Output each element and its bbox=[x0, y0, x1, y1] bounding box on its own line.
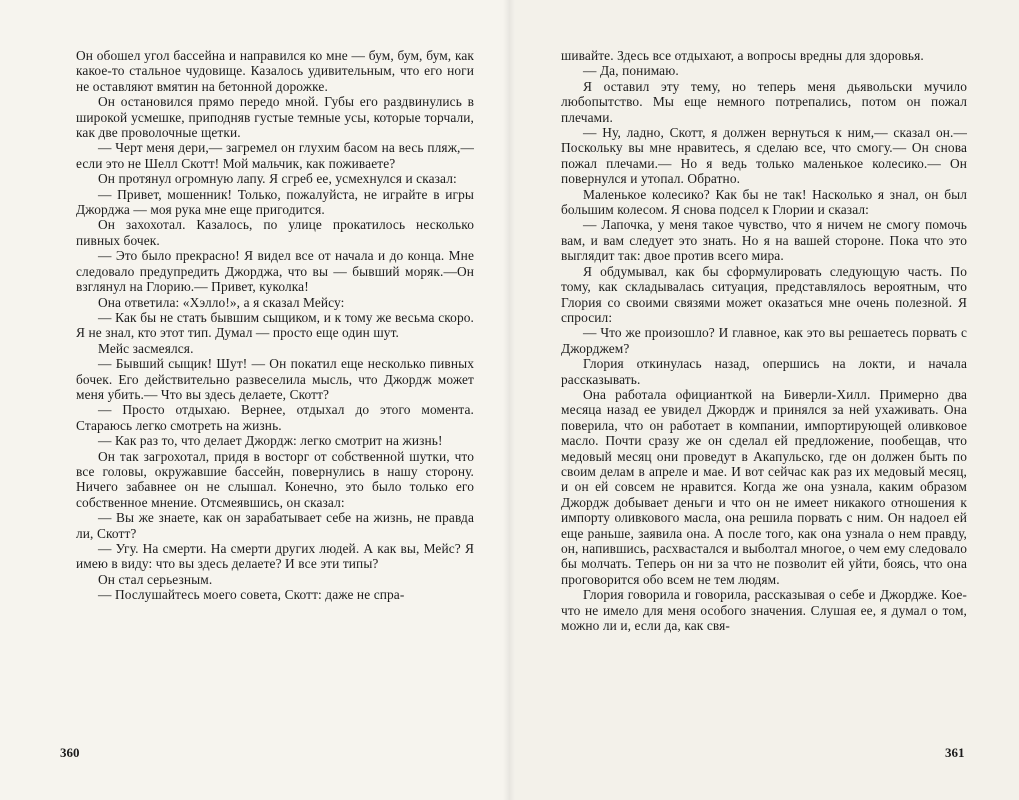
paragraph: Она работала официанткой на Биверли-Хилл. Примерно два месяца назад ее увидел Джордж и принялся за ней ухаживать. Она поверила, что он работает в компании, импортирующей оливковое масло. Почти сразу же он сделал ей предложение, пообещав, что медовый месяц они проведут в Акапульско, где он должен быть по своим делам в апреле и мае. И вот сейчас как раз их медовый месяц, и он ей совсем не нравится. Когда же она узнала, каким образом Джордж добывает деньги и что он не имеет никакого отношения к импорту оливкового масла, она решила порвать с ним. Он надоел ей еще раньше, заявила она. А после того, как она узнала о нем правду, он, напившись, расхвастался и выболтал многое, о чем ему следовало бы молчать. Теперь он ни за что не позволит ей уйти, боясь, что она проговорится обо всем не тем людям. bbox=[561, 386, 967, 587]
paragraph: — Просто отдыхаю. Вернее, отдыхал до этого момента. Стараюсь легко смотреть на жизнь. bbox=[76, 402, 474, 433]
paragraph: шивайте. Здесь все отдыхают, а вопросы вредны для здоровья. bbox=[561, 48, 924, 63]
paragraph: Он так загрохотал, придя в восторг от собственной шутки, что все головы, окружавшие бассейн, повернулись в нашу сторону. Ничего забавнее он не слышал. Конечно, это было только его собственное мнение. Отсмеявшись, он сказал: bbox=[76, 448, 474, 510]
left-page-text bbox=[76, 48, 474, 603]
paragraph: — Угу. На смерти. На смерти других людей. А как вы, Мейс? Я имею в виду: что вы здесь делаете? И все эти типы? bbox=[76, 541, 474, 572]
paragraph: Он захохотал. Казалось, по улице прокатилось несколько пивных бочек. bbox=[76, 217, 474, 248]
paragraph: — Привет, мошенник! Только, пожалуйста, не играйте в игры Джорджа — моя рука мне еще пригодится. bbox=[76, 186, 474, 218]
paragraph: Он остановился прямо передо мной. Губы его раздвинулись в широкой усмешке, приподняв густые темные усы, которые торчали, как две проволочные щетки. bbox=[76, 94, 474, 141]
paragraph: — Лапочка, у меня такое чувство, что я ничем не смогу помочь вам, и вам следует это знать. Но я на вашей стороне. Пока что это выглядит так: двое против всего мира. bbox=[561, 217, 967, 264]
paragraph: — Как раз то, что делает Джордж: легко смотрит на жизнь! bbox=[98, 433, 443, 449]
paragraph: — Как бы не стать бывшим сыщиком, и к тому же весьма скоро. Я не знал, кто этот тип. Думал — просто еще один шут. bbox=[76, 309, 474, 341]
paragraph: Я обдумывал, как бы сформулировать следующую часть. По тому, как складывалась ситуация, представлялось вероятным, что Глория со своими связями может оказаться мне очень полезной. Я спросил: bbox=[561, 263, 967, 325]
right-page bbox=[509, 0, 1019, 800]
paragraph: — Черт меня дери,— загремел он глухим басом на весь пляж,— если это не Шелл Скотт! Мой мальчик, как поживаете? bbox=[76, 140, 474, 171]
paragraph: — Бывший сыщик! Шут! — Он покатил еще несколько пивных бочек. Его действительно развеселила мысль, что Джордж может меня убить.— Что вы здесь делаете, Скотт? bbox=[76, 356, 474, 402]
paragraph: Он обошел угол бассейна и направился ко мне — бум, бум, бум, как какое-то стальное чудовище. Казалось удивительным, что его ноги не оставляют вмятин на бетонной дорожке. bbox=[76, 48, 474, 94]
right-page-text bbox=[561, 48, 967, 633]
paragraph: — Ну, ладно, Скотт, я должен вернуться к ним,— сказал он.— Поскольку вы мне нравитесь, я сделаю все, что смогу.— Он снова пожал плечами.— Но я ведь только маленькое колесико.— Он повернулся и утопал. Обратно. bbox=[561, 125, 967, 187]
left-page-number: 360 bbox=[60, 745, 80, 760]
paragraph: Она ответила: «Хэлло!», а я сказал Мейсу: bbox=[98, 294, 345, 310]
paragraph: Глория откинулась назад, опершись на локти, и начала рассказывать. bbox=[561, 356, 967, 387]
paragraph: Мейс засмеялся. bbox=[98, 340, 194, 356]
paragraph: Я оставил эту тему, но теперь меня дьявольски мучило любопытство. Мы еще немного потрепались, потом он пожал плечами. bbox=[561, 78, 967, 125]
book-gutter bbox=[503, 0, 515, 800]
paragraph: Маленькое колесико? Как бы не так! Насколько я знал, он был большим колесом. Я снова подсел к Глории и сказал: bbox=[561, 186, 967, 218]
paragraph: — Вы же знаете, как он зарабатывает себе на жизнь, не правда ли, Скотт? bbox=[76, 510, 474, 541]
paragraph: — Да, понимаю. bbox=[583, 63, 679, 79]
paragraph: — Что же произошло? И главное, как это вы решаетесь порвать с Джорджем? bbox=[561, 325, 967, 356]
paragraph: Он протянул огромную лапу. Я сгреб ее, усмехнулся и сказал: bbox=[98, 171, 457, 187]
left-page bbox=[0, 0, 509, 800]
paragraph: Он стал серьезным. bbox=[98, 571, 213, 587]
paragraph: — Это было прекрасно! Я видел все от начала и до конца. Мне следовало предупредить Джорджа, что вы — бывший моряк.—Он взглянул на Глорию.— Привет, куколка! bbox=[76, 248, 474, 295]
paragraph: — Послушайтесь моего совета, Скотт: даже не спра- bbox=[98, 587, 405, 603]
right-page-number: 361 bbox=[945, 745, 965, 760]
paragraph: Глория говорила и говорила, рассказывая о себе и Джордже. Кое-что не имело для меня особого значения. Слушая ее, я думал о том, можно ли и, если да, как свя- bbox=[561, 587, 967, 634]
